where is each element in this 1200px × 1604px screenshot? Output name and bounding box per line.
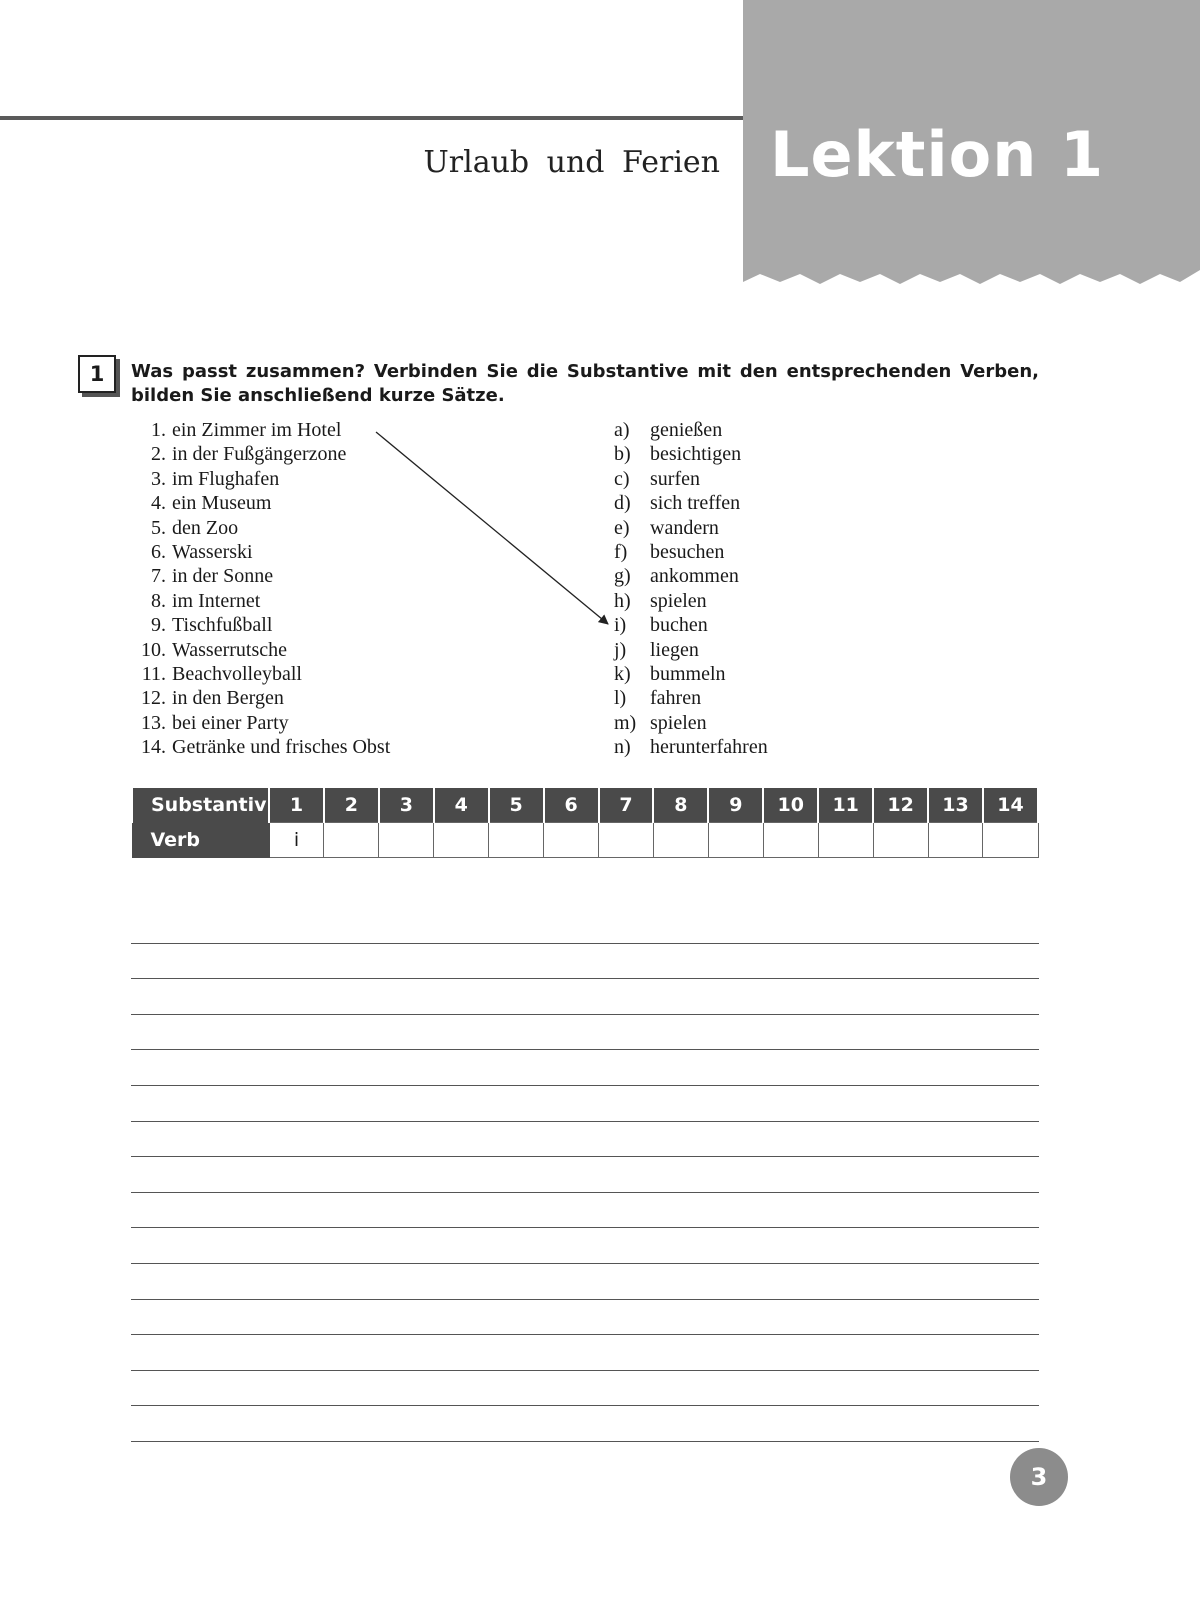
writing-line[interactable] [131,1015,1039,1051]
answer-cell[interactable] [599,823,654,858]
writing-line[interactable] [131,1228,1039,1264]
writing-line[interactable] [131,1193,1039,1229]
table-header-row [132,788,1038,823]
verb-text: surfen [650,467,700,490]
verb-text: liegen [650,638,699,661]
verb-letter: e) [614,516,630,539]
verb-text: herunterfahren [650,736,768,759]
verb-letter: m) [614,711,637,734]
column-number: 10 [763,788,818,823]
column-number: 2 [324,788,379,823]
writing-line[interactable] [131,1157,1039,1193]
writing-line[interactable] [131,1050,1039,1086]
row-label-substantiv: Substantiv [132,788,269,823]
noun-text: im Internet [172,589,261,612]
verb-text: besuchen [650,541,725,564]
answer-cell[interactable] [928,823,983,858]
column-number: 12 [873,788,928,823]
noun-text: in der Sonne [172,565,274,588]
noun-number: 9. [151,614,166,637]
writing-line[interactable] [131,1406,1039,1442]
answer-cell[interactable] [708,823,763,858]
row-label-verb: Verb [132,823,269,858]
noun-number: 7. [151,565,166,588]
noun-text: in der Fußgängerzone [172,443,347,466]
writing-line[interactable] [131,979,1039,1015]
answer-cell[interactable] [818,823,873,858]
noun-number: 6. [151,541,166,564]
page-number: 3 [1010,1448,1068,1506]
column-number: 8 [653,788,708,823]
writing-line[interactable] [131,1122,1039,1158]
chapter-title: Urlaub und Ferien [423,145,720,180]
verb-letter: h) [614,589,631,612]
answer-cell[interactable] [434,823,489,858]
writing-line[interactable] [131,944,1039,980]
table-answer-row [132,823,1038,858]
writing-line[interactable] [131,1335,1039,1371]
answer-cell[interactable] [379,823,434,858]
answer-cell[interactable] [324,823,379,858]
noun-number: 11. [141,663,166,686]
verb-letter: g) [614,565,631,588]
answer-cell[interactable] [653,823,708,858]
column-number: 6 [544,788,599,823]
noun-number: 1. [151,419,166,441]
noun-text: in den Bergen [172,687,284,710]
noun-number: 14. [141,736,166,759]
verb-text: buchen [650,614,708,637]
answer-cell[interactable] [489,823,544,858]
exercise-instruction: Was passt zusammen? Verbinden Sie die Substantive mit den entsprechenden Verben, bilden Sie anschließend kurze Sätze. [131,361,1039,406]
noun-number: 3. [151,467,166,490]
noun-number: 2. [151,443,166,466]
noun-number: 13. [141,711,166,734]
noun-text: Tischfußball [172,614,273,637]
writing-lines [131,908,1039,1442]
column-number: 5 [489,788,544,823]
verb-letter: j) [614,638,627,661]
verb-text: besichtigen [650,443,742,466]
verb-text: bummeln [650,663,726,686]
noun-number: 5. [151,516,166,539]
writing-line[interactable] [131,1371,1039,1407]
noun-text: ein Zimmer im Hotel [172,419,342,441]
column-number: 7 [599,788,654,823]
answer-cell[interactable] [763,823,818,858]
column-number: 4 [434,788,489,823]
verb-letter: f) [614,541,628,564]
lesson-title: Lektion 1 [770,118,1105,191]
verb-text: spielen [650,711,707,734]
answer-cell[interactable] [873,823,928,858]
answer-cell[interactable] [983,823,1038,858]
column-number: 3 [379,788,434,823]
writing-line[interactable] [131,1264,1039,1300]
verb-text: fahren [650,687,702,710]
verb-text: wandern [650,516,719,539]
noun-text: Wasserrutsche [172,638,288,661]
noun-number: 8. [151,589,166,612]
noun-text: Wasserski [172,541,253,564]
verb-letter: d) [614,492,631,515]
verb-letter: k) [614,663,631,686]
verb-text: genießen [650,419,723,441]
noun-text: Getränke und frisches Obst [172,736,391,759]
writing-line[interactable] [131,1300,1039,1336]
column-number: 11 [818,788,873,823]
example-arrow [0,0,1200,800]
verb-text: ankommen [650,565,739,588]
noun-text: Beachvolleyball [172,663,302,686]
noun-number: 10. [141,638,166,661]
verb-text: sich treffen [650,492,741,515]
verb-text: spielen [650,589,707,612]
verb-letter: n) [614,736,631,759]
verb-letter: i) [614,614,627,637]
column-number: 14 [983,788,1038,823]
answer-cell[interactable] [544,823,599,858]
exercise-number: 1 [78,355,116,393]
noun-number: 12. [141,687,166,710]
verb-letter: b) [614,443,631,466]
answer-table [131,788,1039,858]
noun-text: im Flughafen [172,467,280,490]
column-number: 9 [708,788,763,823]
verb-letter: c) [614,467,630,490]
verb-letter: a) [614,419,630,441]
column-number: 13 [928,788,983,823]
writing-line[interactable] [131,908,1039,944]
column-number: 1 [269,788,324,823]
verb-letter: l) [614,687,627,710]
writing-line[interactable] [131,1086,1039,1122]
noun-number: 4. [151,492,166,515]
answer-cell[interactable]: i [269,823,324,858]
noun-text: den Zoo [172,516,239,539]
noun-text: ein Museum [172,492,272,515]
noun-text: bei einer Party [172,711,289,734]
